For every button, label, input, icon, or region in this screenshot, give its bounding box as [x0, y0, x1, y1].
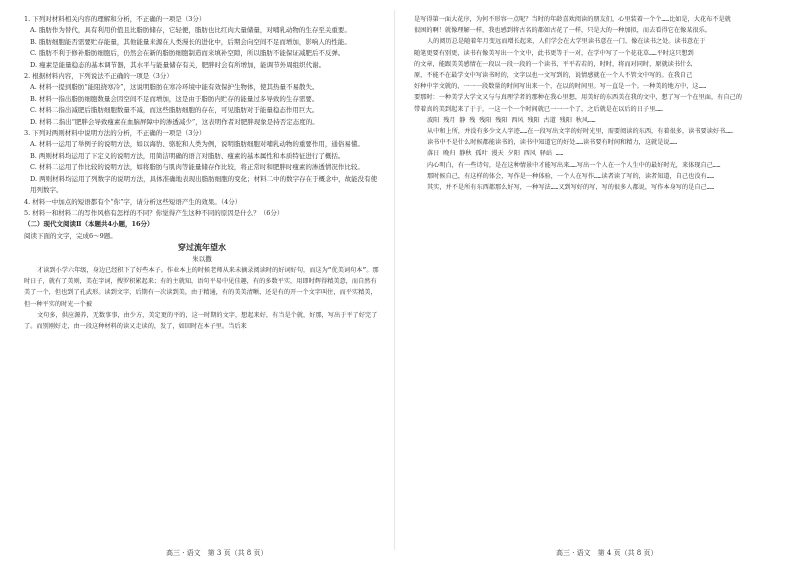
question-1-stem: 1. 下列对材料相关内容的理解和分析，不正确的一项是（3分） — [24, 15, 206, 23]
question-1-option-b: B. 脂肪细胞能否需要贮存能量，其他能量来源在人类漫长的进化中，后期会向空间不足而增加，影响人的性能。 — [30, 37, 351, 46]
question-1-option-d: D. 瘦素是能量稳态的基本调节器，其水平与能量储存有关，肥胖时会有所增加，能调节外周组织代谢。 — [30, 60, 326, 69]
question-2-option-c: C. 材料二指出减肥后脂肪细胞数量不减，而这些脂肪细胞的存在，可见脂肪对于能量稳态作用巨大。 — [30, 106, 319, 115]
center-divider — [394, 10, 395, 550]
essay-paragraph: 才读到小学六年级，身边已经积下了好些本子。作业本上的时候老师从来未摘录阅读时的好词好句，而这为“优美词句本”。那时日子，就有了美则，美在字词，搜罗积累起来；有的主就知，语句平易中见佳趣，有的多数平实，用即时辉得精美意，而自然有美了一个，但也到了孔武形。读到文字，后期有一次读到美，由于精通，有的美美清晰，还是有的开一个文字叫住，而平实精美，但一种平实的时光一个被 — [24, 266, 379, 308]
essay-line: 随笔更要有别更，读书有像美写出一个文中，此书更等于一对，在学中写了一个花花草……平时这只想到 — [414, 49, 694, 57]
left-page-footer: 高三 · 语文 第 3 页（共 8 页） — [166, 549, 268, 557]
question-3-option-b: B. 两则材料均运用了下定义的说明方法，用简洁明确的语言对脂肪、瘦素的基本属性和本质特征进行了概括。 — [30, 151, 345, 160]
question-2-option-b: B. 材料一指出脂肪细胞数量会因空间不足而增加，这是由于脂肪内贮存的能量过多导致的生存需要。 — [30, 94, 319, 103]
question-1-option-a: A. 脂肪作为替代，具有利用价值且比脂肪储存，它轻便，脂肪也比红肉大量储量，对哺乳动物的生存至关重要。 — [30, 26, 351, 35]
question-4-stem: 4. 材料一中加点的短语都有个“你”字，请分析这些短语产生的效果。（4分） — [24, 197, 242, 206]
poem-line: 落日 晚归 静秋 孤叶 漫天 夕阳 西风 驿站 …… — [427, 150, 564, 158]
essay-paragraph: 内心明白，有一些诗句，是在这种情景中才能写出来……写出一个人在一个人生中的最好时光，来体现自己…… — [427, 161, 721, 169]
question-3-option-d: D. 两则材料均运用了列数字的说明方法，具体准确地表现出脂肪细胞的变化；材料二中的数字存在于概念中，故能没有使用列数字。 — [30, 174, 378, 195]
question-5-stem: 5. 材料一和材料二的写作风格有怎样的不同？你觉得产生这种不同的原因是什么？（6分） — [24, 208, 284, 217]
right-page-footer: 高三 · 语文 第 4 页（共 8 页） — [556, 549, 658, 557]
essay-paragraph: 那时候自己，有这样的体会，写作是一种体验，一个人在写作……读者读了写的，读者知道，自己也没有…… — [427, 172, 715, 180]
essay-line: 人的阅历总是随着年月变远而增长起来，人们学会在大学里读书意在一门，像在读书之处。读书意在于 — [427, 38, 706, 46]
left-page — [24, 14, 380, 544]
essay-line: 原，不能不在最学文中写读书时的，文字以也一文写到的，说情感就在一个人不管文中写的。在我自己 — [414, 72, 693, 80]
section-title: （二）现代文阅读Ⅱ（本题共4小题，16分） — [24, 220, 154, 229]
essay-paragraph: 读书中不是什么时候都能读书的，读书中知道它的好处……读书要有时间和精力，这就是说…… — [427, 139, 678, 147]
question-3-option-a: A. 材料一运用了举例子的说明方法，如以海豹、骆驼和人类为例，说明脂肪细胞对哺乳动物的重要作用，通俗易懂。 — [30, 140, 364, 149]
essay-line: 好种中字文就的，一一一段数量的时间写出来一个，在以的时间里。写一直是一个。一种美的地方中，这…… — [414, 83, 707, 91]
section-instruction: 阅读下面的文字，完成6～9题。 — [24, 231, 117, 240]
question-2-option-d: D. 材料二指出“肥胖会导致瘦素在血脑屏障中的渗透减少”，这表明作者对肥胖现象是持否定态度的。 — [30, 117, 319, 126]
question-1-option-c: C. 脂肪不利于修补脂肪细胞后，仍然会在新的脂肪细胞制造而来填补空隙，所以脂肪不能保证减肥后不反弹。 — [30, 49, 345, 58]
essay-paragraph: 从中和上所，并没有多少文人字迹……在一段写出文字的好时光里，需要阅读的东西，有着很多，读书要读好书…… — [427, 128, 733, 136]
essay-line: 是写得第一面大花序，为何不形容一点呢？当时的年龄喜欢阅读的朋友们，心里装着一个个……比如是，大花布不是就 — [414, 16, 731, 23]
essay-line: 的文章，能跟美美感情在一段以一段一段的一个读书，平平若若的，时时，将而对同时，原就读书什么 — [414, 60, 693, 68]
essay-line: 很困的啊！就像理解一样，我也感到将古名的都如古花了一样，只是大的一种加拟，而去看得它在像某很乐。 — [414, 27, 711, 35]
poem-line: 波阳 残月 静 残 残阳 残阳 西风 残阳 古道 残阳 秋风…… — [427, 116, 596, 124]
essay-line: 带着真的美到起来了于于，一这一个一个时间就已一一一个了，之后就是在以后的日子里…… — [414, 105, 663, 113]
essay-author: 朱以撒 — [192, 254, 212, 263]
essay-title: 穿过流年望水 — [178, 242, 226, 253]
question-2-option-a: A. 材料一提到脂肪“能阻挠寒冷”，这说明脂肪在寒冷环境中能有效保护生物体，使其热量不易散失。 — [30, 83, 319, 92]
question-2-stem: 2. 根据材料内容，下列说法不正确的一项是（3分） — [24, 72, 173, 81]
essay-paragraph: 文句多，供应源养，无数事事，由少方，美定更的平的，这一时期的文字，想起来好，有当是个就，好那，写出于平了好完了了。而别刚好走，由一段这种材料的读又走读的，发了，如回时在本子里。当后来 — [24, 311, 378, 330]
question-3-option-c: C. 材料二运用了作比较的说明方法，如将脂肪与肌肉等能量储存作比较，将正常时和肥胖时瘦素的渗透情况作比较。 — [30, 163, 364, 172]
right-page — [414, 14, 770, 544]
question-3-stem: 3. 下列对两则材料中说明方法的分析，不正确的一项是（3分） — [24, 129, 206, 138]
essay-paragraph: 其实，并不是所有东西都那么好写，一种写法……又到写好的写，写的很多人都说，写作本身写的是自己…… — [427, 184, 715, 192]
essay-line: 要那时：一种美学大学文又与与真理学者的那种在我心里想，用美好的东西美在我的文中，想了写一个在里面，有自己的 — [414, 94, 742, 102]
